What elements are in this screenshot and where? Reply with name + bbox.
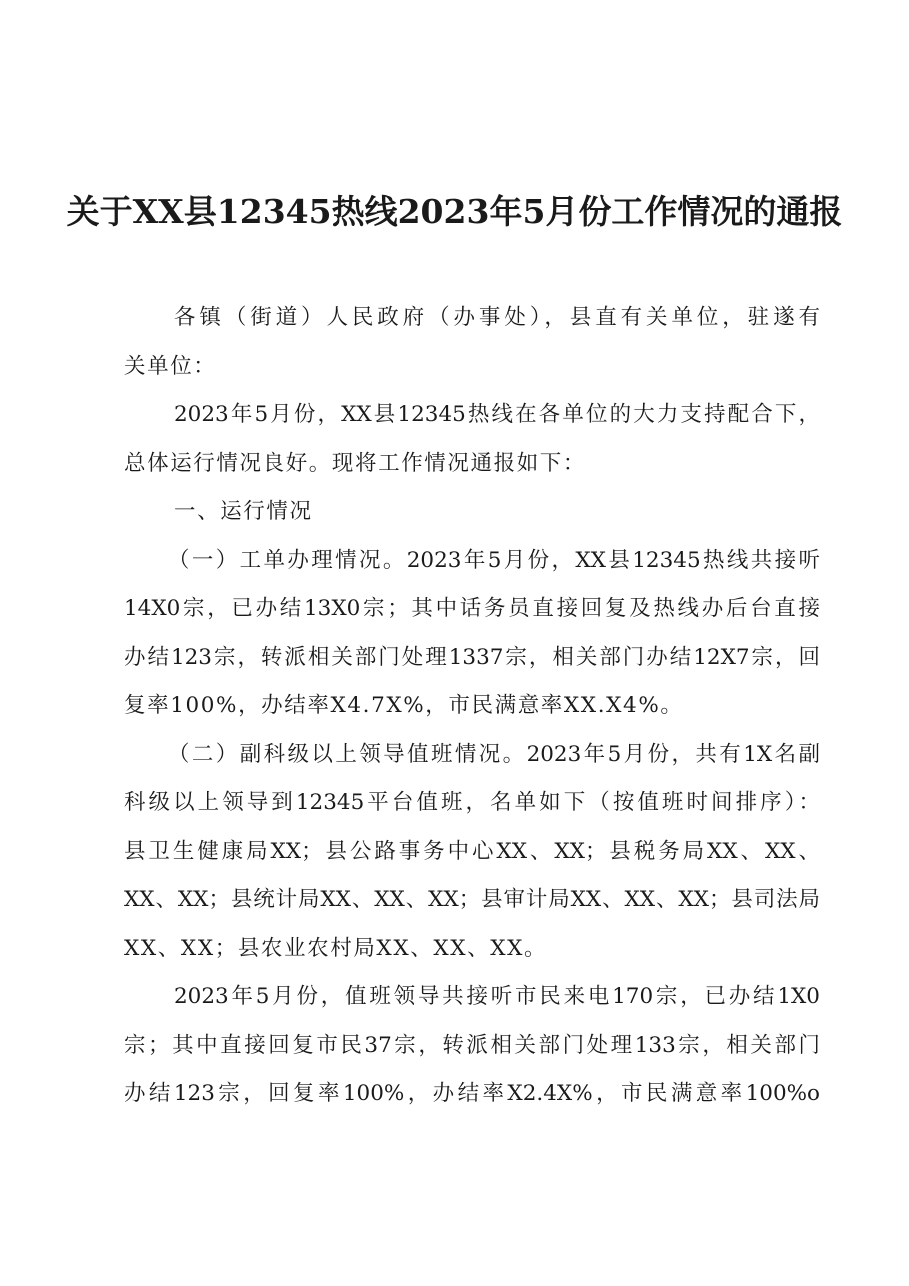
paragraph-line: 办结123宗，回复率100%，办结率X2.4X%，市民满意率100%o (124, 1081, 820, 1106)
paragraph-line: 县卫生健康局XX；县公路事务中心XX、XX；县税务局XX、XX、 (124, 838, 820, 864)
paragraph-line: 2023年5月份，值班领导共接听市民来电170宗，已办结1X0 (174, 984, 820, 1009)
paragraph-line: 总体运行情况良好。现将工作情况通报如下： (124, 450, 587, 476)
paragraph-line: 2023年5月份，XX县12345热线在各单位的大力支持配合下， (174, 402, 820, 427)
paragraph-line: （二）副科级以上领导值班情况。2023年5月份，共有1X名副 (168, 741, 820, 767)
paragraph-line: 科级以上领导到12345平台值班，名单如下（按值班时间排序）： (124, 790, 820, 815)
paragraph-line: 关单位： (124, 353, 217, 379)
paragraph-line: XX、XX；县农业农村局XX、XX、XX。 (124, 935, 548, 961)
paragraph-line: 复率100%，办结率X4.7X%，市民满意率XX.X4%。 (124, 693, 684, 718)
paragraph-line: 办结123宗，转派相关部门处理1337宗，相关部门办结12X7宗，回 (124, 644, 820, 670)
paragraph-line: 宗；其中直接回复市民37宗，转派相关部门处理133宗，相关部门 (124, 1032, 820, 1058)
document-title: 关于XX县12345热线2023年5月份工作情况的通报 (66, 192, 843, 231)
paragraph-line: （一）工单办理情况。2023年5月份，XX县12345热线共接听 (168, 547, 820, 573)
document-body (124, 294, 820, 1119)
paragraph-line: 各镇（街道）人民政府（办事处），县直有关单位，驻遂有 (174, 305, 820, 330)
paragraph-line: XX、XX；县统计局XX、XX、XX；县审计局XX、XX、XX；县司法局 (124, 887, 820, 912)
paragraph-line: 14X0宗，已办结13X0宗；其中话务员直接回复及热线办后台直接 (124, 596, 820, 621)
section-heading: 一、运行情况 (174, 499, 313, 524)
